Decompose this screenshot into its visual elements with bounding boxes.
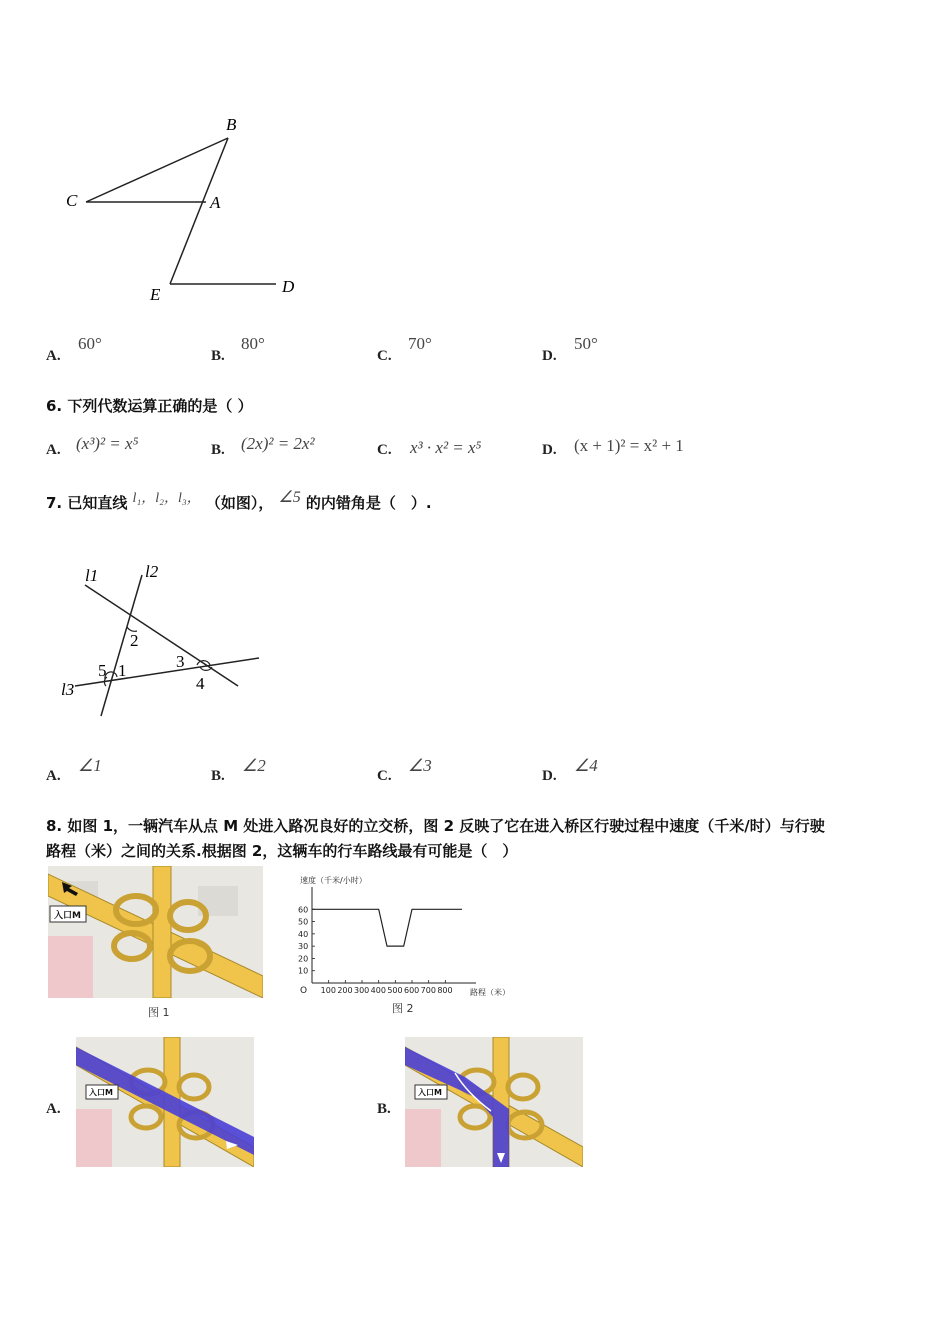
q7-option-b-letter[interactable]: B. <box>211 768 225 784</box>
q5-option-a-value: 60° <box>78 334 102 353</box>
q6-option-b-expr: (2x)² = 2x² <box>241 434 315 453</box>
q7-option-a-letter[interactable]: A. <box>46 768 61 784</box>
label-d: D <box>282 277 295 296</box>
label-b: B <box>226 115 237 134</box>
x-tick-label: 100 <box>320 986 336 995</box>
y-axis-label: 速度（千米/小时） <box>300 876 367 885</box>
q6-option-a-letter[interactable]: A. <box>46 442 61 458</box>
q8-option-b-letter[interactable]: B. <box>377 1101 391 1117</box>
x-tick-label: 300 <box>354 986 370 995</box>
y-tick-label: 30 <box>298 942 309 952</box>
q6-option-b-letter[interactable]: B. <box>211 442 225 458</box>
q7-option-c-value: ∠3 <box>408 756 432 775</box>
fig1-entrance-label: 入口M <box>54 911 81 921</box>
q7-stem <box>46 489 432 518</box>
option-a-entrance-label: 入口M <box>89 1088 113 1097</box>
q8-option-a-map[interactable] <box>76 1037 254 1167</box>
q8-option-a-letter[interactable]: A. <box>46 1101 61 1117</box>
q7-figure <box>55 555 270 725</box>
option-b-entrance-label: 入口M <box>418 1088 442 1097</box>
q5-option-d-value: 50° <box>574 334 598 353</box>
q7-options <box>46 756 746 786</box>
fig1-caption: 图 1 <box>148 1006 170 1019</box>
x-tick-label: 200 <box>337 986 353 995</box>
x-tick-label: 400 <box>370 986 386 995</box>
q6-option-c-letter[interactable]: C. <box>377 442 392 458</box>
q7-angle: ∠5 <box>278 489 301 506</box>
x-tick-label: 600 <box>404 986 420 995</box>
x-tick-label: 500 <box>387 986 403 995</box>
label-l3: l3 <box>61 680 75 699</box>
q5-option-b-letter[interactable]: B. <box>211 348 225 364</box>
q6-option-d-letter[interactable]: D. <box>542 442 557 458</box>
origin-label: O <box>300 986 308 996</box>
q7-option-d-letter[interactable]: D. <box>542 768 557 784</box>
q5-option-a-letter[interactable]: A. <box>46 348 61 364</box>
map-pink-block <box>48 936 93 998</box>
q7-option-a-value: ∠1 <box>78 756 102 775</box>
line-l1 <box>85 585 238 686</box>
q6-option-c-expr: x³ · x² = x⁵ <box>410 438 482 457</box>
label-n1: 1 <box>118 661 127 680</box>
x-axis-label: 路程（米） <box>470 988 510 997</box>
label-l2: l2 <box>145 562 159 581</box>
q5-option-b-value: 80° <box>241 334 265 353</box>
map-vertical-road <box>153 866 171 998</box>
label-n5: 5 <box>98 661 107 680</box>
q7-stem-suffix: 的内错角是（ ）. <box>305 494 432 512</box>
y-tick-label: 10 <box>298 966 309 976</box>
q8-figure2-chart <box>292 866 532 1006</box>
label-c: C <box>66 191 78 210</box>
y-tick-label: 40 <box>298 929 309 939</box>
q5-option-c-letter[interactable]: C. <box>377 348 392 364</box>
label-n4: 4 <box>196 674 205 693</box>
q8-stem-line2: 路程（米）之间的关系.根据图 2，这辆车的行车路线最有可能是（ ） <box>46 842 518 860</box>
q7-option-b-value: ∠2 <box>242 756 266 775</box>
label-l1: l1 <box>85 566 99 585</box>
label-e: E <box>150 285 161 304</box>
fig2-caption: 图 2 <box>392 1002 414 1015</box>
y-tick-label: 50 <box>298 917 309 927</box>
q5-option-c-value: 70° <box>408 334 432 353</box>
q5-option-d-letter[interactable]: D. <box>542 348 557 364</box>
x-tick-label: 700 <box>420 986 436 995</box>
q5-figure <box>50 110 320 310</box>
q7-lines: l₁，l₂，l₃， <box>132 491 201 506</box>
q7-option-c-letter[interactable]: C. <box>377 768 392 784</box>
q6-options <box>46 432 746 462</box>
q6-option-a-expr: (x³)² = x⁵ <box>76 434 139 453</box>
q7-option-d-value: ∠4 <box>574 756 598 775</box>
x-tick-label: 800 <box>437 986 453 995</box>
q6-stem: 6. 下列代数运算正确的是（ ） <box>46 397 253 415</box>
q8-option-b-map[interactable] <box>405 1037 583 1167</box>
q6-option-d-expr: (x + 1)² = x² + 1 <box>574 436 684 455</box>
label-n2: 2 <box>130 631 139 650</box>
y-tick-label: 60 <box>298 905 309 915</box>
q7-stem-prefix: 7. 已知直线 <box>46 494 128 512</box>
label-n3: 3 <box>176 652 185 671</box>
y-tick-label: 20 <box>298 954 309 964</box>
q8-figure1-map <box>48 866 263 998</box>
speed-series-line <box>312 909 462 946</box>
q8-stem-line1: 8. 如图 1，一辆汽车从点 M 处进入路况良好的立交桥，图 2 反映了它在进入桥区行驶过程中速度（千米/时）与行驶 <box>46 817 825 835</box>
q7-stem-mid: （如图）， <box>205 494 274 512</box>
q5-options <box>46 336 746 366</box>
label-a: A <box>210 193 221 212</box>
